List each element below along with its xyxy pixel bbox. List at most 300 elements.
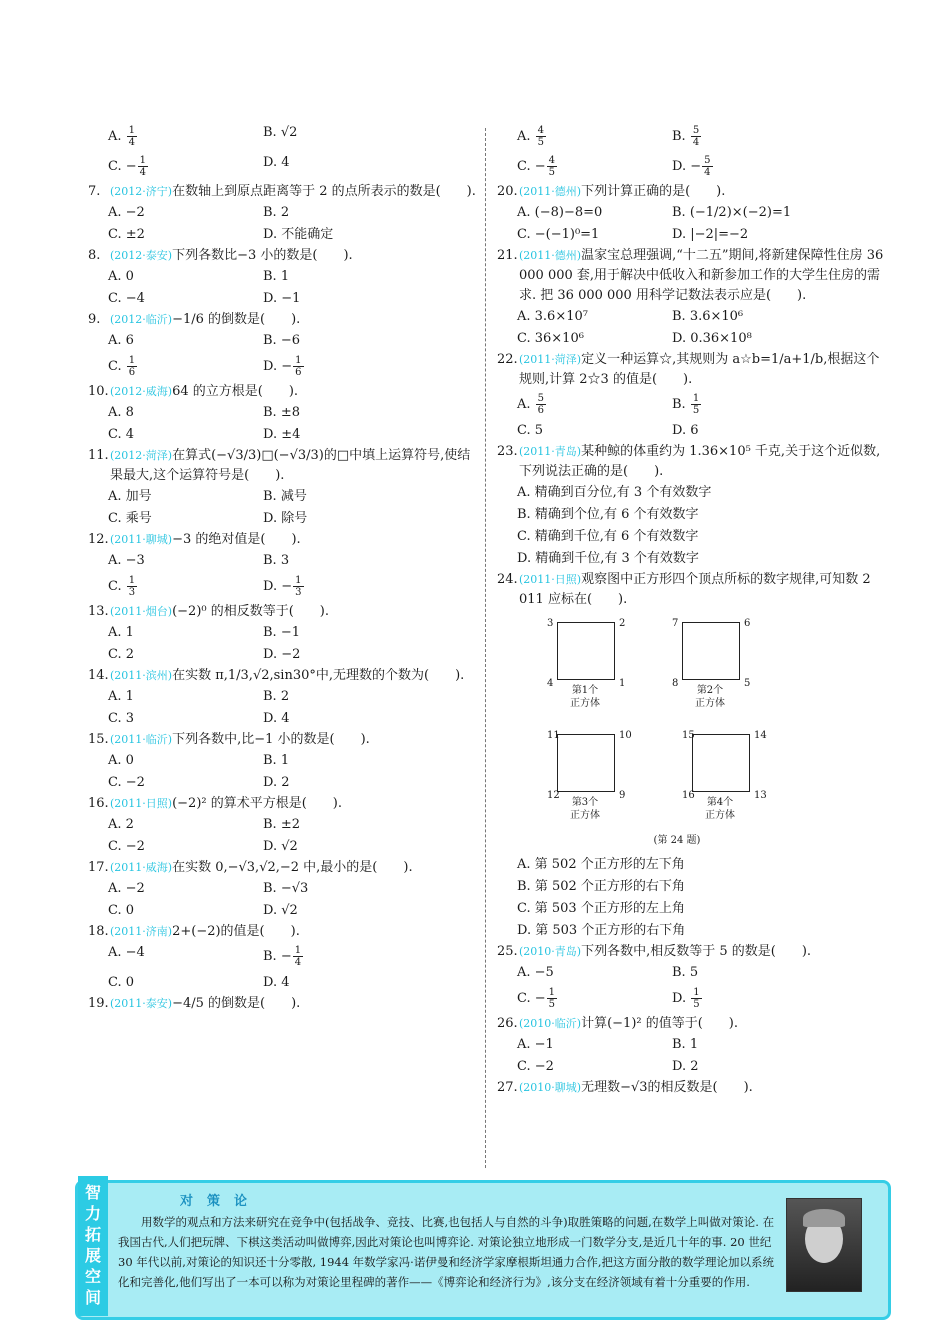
square-caption-line: 正方体 [570, 810, 600, 821]
vertex-label: 7 [672, 618, 679, 629]
option: C. −2 [108, 839, 145, 854]
vertex-label: 10 [619, 730, 632, 741]
question-number: 21. [497, 248, 518, 263]
question [497, 350, 889, 442]
option-grid [497, 202, 889, 246]
vertex-label: 3 [547, 618, 554, 629]
option-grid [88, 622, 480, 666]
option: A. (−8)−8=0 [517, 205, 603, 220]
vertex-label: 2 [619, 618, 626, 629]
option: C. −(−1)⁰=1 [517, 227, 600, 242]
question [88, 530, 480, 602]
question-number: 8. [88, 248, 101, 263]
panel-text: 用数学的观点和方法来研究在竞争中(包括战争、竞技、比赛,也包括人与自然的斗争)取胜策略的问题,在数学上叫做对策论. 在我国古代,人们把玩牌、下棋这类活动叫做博弈,因此对策论也叫博弈论. 对策论独立地形成一门数学分支,是近几十年的事. 20 世纪 30 年代以前,对策论的知识还十分零散, 1944 年数学家冯·诺伊曼和经济学家摩根斯坦通力合作,把这方面分散的数学理论加以系统化和完善化,他们写出了一本可以称为对策论里程碑的著作——《博弈论和经济行为》,该分支在经济领域有着十分重要的作用. [118, 1215, 775, 1289]
question-number: 13. [88, 604, 109, 619]
question-number: 20. [497, 184, 518, 199]
option: A. 加号 [108, 489, 152, 504]
question-stem [88, 794, 480, 814]
option: D. 除号 [263, 511, 308, 526]
fraction-denominator: 6 [537, 405, 545, 416]
square-caption-line: 正方体 [705, 810, 735, 821]
question [88, 602, 480, 666]
question-source: (2011·济南) [110, 925, 173, 938]
fraction-denominator: 4 [704, 167, 711, 178]
fraction-denominator: 4 [128, 137, 136, 148]
option: D. |−2|=−2 [672, 227, 749, 242]
question-stem [497, 1014, 889, 1034]
square-caption-line: 第3个 [571, 797, 599, 808]
question-number: 9. [88, 312, 101, 327]
option: C. 精确到千位,有 6 个有效数字 [517, 529, 699, 544]
question-source: (2011·日照) [110, 797, 173, 810]
fraction-denominator: 5 [548, 999, 556, 1010]
fraction [293, 355, 303, 378]
option: D. − $\frac{1}{6}$ [263, 355, 302, 378]
fraction [702, 155, 712, 178]
square-caption-line: 正方体 [695, 698, 725, 709]
square-caption-line: 第4个 [706, 797, 734, 808]
vertex-label: 9 [619, 790, 626, 801]
option: A. 0 [108, 269, 134, 284]
option-grid [88, 330, 480, 382]
question-stem [88, 310, 480, 330]
question [88, 246, 480, 310]
fraction-numerator: 1 [548, 987, 556, 998]
square-caption-line: 第1个 [571, 685, 599, 696]
option-grid [497, 962, 889, 1014]
fraction [691, 393, 701, 416]
option: A. −3 [108, 553, 145, 568]
vertex-label: 5 [744, 678, 751, 689]
question-number: 11. [88, 448, 109, 463]
question-source: (2012·菏泽) [110, 449, 173, 462]
vertex-label: 14 [754, 730, 767, 741]
square-caption-line: 正方体 [570, 698, 600, 709]
fraction [547, 155, 557, 178]
fraction [127, 355, 137, 378]
fraction [127, 125, 137, 148]
fraction-numerator: 4 [537, 125, 545, 136]
fraction-numerator: 1 [294, 945, 302, 956]
question-source: (2011·泰安) [110, 997, 173, 1010]
question-number: 17. [88, 860, 109, 875]
question-number: 22. [497, 352, 518, 367]
option: B. 2 [263, 205, 290, 220]
question-source: (2012·临沂) [110, 313, 173, 326]
option: A. 3.6×10⁷ [517, 309, 588, 324]
option: B. − $\frac{1}{4}$ [263, 945, 302, 968]
question-text: (2011·泰安)−4/5 的倒数是( ). [110, 996, 301, 1011]
question-stem [88, 666, 480, 686]
option: A. 8 [108, 405, 134, 420]
option: A. −2 [108, 205, 145, 220]
option-grid [88, 942, 480, 994]
option: B. 1 [672, 1037, 699, 1052]
panel-tag-char: 智 [84, 1183, 101, 1202]
option: C. −2 [108, 775, 145, 790]
question-stem [88, 730, 480, 750]
question-text: (2011·济南)2+(−2)的值是( ). [110, 924, 300, 939]
fraction-numerator: 5 [692, 125, 700, 136]
question-source: (2011·临沂) [110, 733, 173, 746]
question-text: (2012·济宁)在数轴上到原点距离等于 2 的点所表示的数是( ). [110, 184, 476, 199]
question-stem [497, 350, 889, 390]
option: D. ±4 [263, 427, 301, 442]
question-text: (2011·威海)在实数 0,−√3,√2,−2 中,最小的是( ). [110, 860, 413, 875]
fraction-denominator: 6 [295, 367, 302, 378]
vertex-label: 13 [754, 790, 767, 801]
question [497, 1014, 889, 1078]
option-grid [88, 202, 480, 246]
vertex-label: 6 [744, 618, 751, 629]
fraction-denominator: 3 [128, 587, 136, 598]
option: A. 第 502 个正方形的左下角 [517, 857, 685, 872]
option: D. 0.36×10⁸ [672, 331, 752, 346]
fraction [293, 575, 303, 598]
option: A. 1 [108, 689, 134, 704]
question [497, 942, 889, 1014]
option-grid [497, 390, 889, 442]
question-text: (2011·烟台)(−2)⁰ 的相反数等于( ). [110, 604, 330, 619]
question-source: (2011·德州) [519, 249, 582, 262]
left-column [88, 122, 480, 1014]
question-source: (2011·菏泽) [519, 353, 582, 366]
option: D. 2 [263, 775, 290, 790]
option: C. − $\frac{4}{5}$ [517, 155, 556, 178]
option: A. $\frac{4}{5}$ [517, 125, 545, 148]
question-number: 19. [88, 996, 109, 1011]
option: D. − $\frac{5}{4}$ [672, 155, 711, 178]
question [497, 570, 889, 942]
question-stem [497, 942, 889, 962]
question-number: 10. [88, 384, 109, 399]
square-caption [555, 796, 615, 822]
option: D. − $\frac{1}{3}$ [263, 575, 302, 598]
option: A. −5 [517, 965, 554, 980]
option: A. $\frac{1}{4}$ [108, 125, 136, 148]
option-grid [88, 122, 480, 182]
option: C. ±2 [108, 227, 145, 242]
portrait-photo [786, 1198, 862, 1292]
question [497, 1078, 889, 1098]
question-stem [88, 530, 480, 550]
option: B. ±8 [263, 405, 300, 420]
option: A. 2 [108, 817, 134, 832]
question-text: (2012·临沂)−1/6 的倒数是( ). [110, 312, 301, 327]
fraction-denominator: 5 [693, 999, 700, 1010]
question-stem [88, 446, 480, 486]
vertex-label: 16 [682, 790, 695, 801]
option: B. 2 [263, 689, 290, 704]
question-number: 15. [88, 732, 109, 747]
option-grid [88, 750, 480, 794]
option: D. 6 [672, 423, 699, 438]
option: C. −2 [517, 1059, 554, 1074]
fraction-numerator: 4 [548, 155, 556, 166]
option-grid [88, 814, 480, 858]
option: B. 3.6×10⁶ [672, 309, 744, 324]
fraction [536, 393, 546, 416]
question-number: 23. [497, 444, 518, 459]
question [88, 922, 480, 994]
option: A. 1 [108, 625, 134, 640]
question-source: (2011·滨州) [110, 669, 173, 682]
square-caption-line: 第2个 [696, 685, 724, 696]
option: C. −4 [108, 291, 145, 306]
fraction-denominator: 4 [139, 167, 147, 178]
vertex-label: 4 [547, 678, 554, 689]
option: B. 5 [672, 965, 699, 980]
question-source: (2012·济宁) [110, 185, 173, 198]
question-stem [88, 922, 480, 942]
option: B. −√3 [263, 881, 309, 896]
question-stem [88, 382, 480, 402]
option: B. (−1/2)×(−2)=1 [672, 205, 792, 220]
fraction-denominator: 5 [548, 167, 556, 178]
panel-tag-char: 空 [84, 1267, 101, 1286]
column-divider [485, 128, 486, 1168]
question-text: (2011·临沂)下列各数中,比−1 小的数是( ). [110, 732, 370, 747]
question-text: (2010·青岛)下列各数中,相反数等于 5 的数是( ). [519, 944, 812, 959]
vertex-label: 1 [619, 678, 626, 689]
fraction-numerator: 1 [295, 355, 302, 366]
fraction [293, 945, 303, 968]
fraction-numerator: 1 [128, 125, 136, 136]
option: D. 4 [263, 711, 290, 726]
option-grid [497, 306, 889, 350]
question-source: (2011·日照) [519, 573, 582, 586]
option: D. √2 [263, 903, 298, 918]
question-text: (2012·泰安)下列各数比−3 小的数是( ). [110, 248, 353, 263]
option: D. 2 [672, 1059, 699, 1074]
option: D. 4 [263, 975, 290, 990]
question-text: (2012·菏泽)在算式(−√3/3)□(−√3/3)的□中填上运算符号,使结果最大,这个运算符号是( ). [110, 448, 471, 483]
option: B. 3 [263, 553, 290, 568]
option: C. 乘号 [108, 511, 152, 526]
option-grid [88, 402, 480, 446]
option: A. 0 [108, 753, 134, 768]
fraction-denominator: 5 [692, 405, 700, 416]
fraction-numerator: 5 [537, 393, 545, 404]
option: C. 0 [108, 975, 135, 990]
portrait-hair [803, 1209, 845, 1227]
question-text: (2011·德州)下列计算正确的是( ). [519, 184, 726, 199]
question-source: (2012·威海) [110, 385, 173, 398]
option: B. $\frac{5}{4}$ [672, 125, 700, 148]
question-text: (2010·临沂)计算(−1)² 的值等于( ). [519, 1016, 739, 1031]
question [88, 182, 480, 246]
option: D. √2 [263, 839, 298, 854]
option-grid [88, 266, 480, 310]
square-caption [555, 684, 615, 710]
option: B. $\frac{1}{5}$ [672, 393, 700, 416]
option: C. − $\frac{1}{5}$ [517, 987, 556, 1010]
question-source: (2010·临沂) [519, 1017, 582, 1030]
figure-caption: (第 24 题) [653, 835, 701, 846]
option: B. 精确到个位,有 6 个有效数字 [517, 507, 699, 522]
fraction-denominator: 4 [294, 957, 302, 968]
question-text: (2011·滨州)在实数 π,1/3,√2,sin30°中,无理数的个数为( ). [110, 668, 465, 683]
question-stem [497, 246, 889, 306]
question-source: (2010·青岛) [519, 945, 582, 958]
question [497, 122, 889, 182]
option: A. −4 [108, 945, 145, 960]
option: A. −1 [517, 1037, 554, 1052]
fraction-numerator: 5 [704, 155, 711, 166]
question-source: (2011·烟台) [110, 605, 173, 618]
fraction [536, 125, 546, 148]
option: D. $\frac{1}{5}$ [672, 987, 700, 1010]
pattern-square [557, 622, 615, 680]
option: B. √2 [263, 125, 298, 140]
question [88, 666, 480, 730]
fraction [691, 987, 701, 1010]
option: A. 6 [108, 333, 134, 348]
option: C. 0 [108, 903, 135, 918]
square-pattern-figure [537, 614, 837, 854]
question-stem [88, 182, 480, 202]
question-text: (2011·菏泽)定义一种运算☆,其规则为 a☆b=1/a+1/b,根据这个规则,计算 2☆3 的值是( ). [519, 352, 880, 387]
panel-title: 对策论 [180, 1194, 262, 1209]
right-column [497, 122, 889, 1098]
fraction-numerator: 1 [295, 575, 302, 586]
panel-tag [78, 1176, 108, 1316]
question-stem [497, 442, 889, 482]
option: C. 第 503 个正方形的左上角 [517, 901, 685, 916]
pattern-square [682, 622, 740, 680]
option: D. 4 [263, 155, 290, 170]
question [88, 122, 480, 182]
square-caption [680, 684, 740, 710]
question [88, 994, 480, 1014]
panel-tag-char: 展 [84, 1246, 101, 1265]
question [497, 246, 889, 350]
fraction [547, 987, 557, 1010]
question-number: 27. [497, 1080, 518, 1095]
option: B. 减号 [263, 489, 307, 504]
fraction-numerator: 1 [128, 575, 136, 586]
option-grid [88, 878, 480, 922]
fraction-numerator: 1 [128, 355, 136, 366]
question-source: (2011·青岛) [519, 445, 582, 458]
question-number: 24. [497, 572, 518, 587]
panel-tag-char: 力 [84, 1204, 101, 1223]
option: D. 第 503 个正方形的右下角 [517, 923, 686, 938]
fraction [127, 575, 137, 598]
fraction-denominator: 4 [692, 137, 700, 148]
question-stem [88, 858, 480, 878]
option-grid [88, 686, 480, 730]
question-stem [88, 246, 480, 266]
option: C. 4 [108, 427, 135, 442]
question-number: 26. [497, 1016, 518, 1031]
question-number: 14. [88, 668, 109, 683]
question-number: 12. [88, 532, 109, 547]
option: C. 2 [108, 647, 135, 662]
question-text: (2011·聊城)−3 的绝对值是( ). [110, 532, 301, 547]
question-text: (2011·日照)观察图中正方形四个顶点所标的数字规律,可知数 2 011 应标在( ). [519, 572, 871, 607]
option: D. 精确到千位,有 3 个有效数字 [517, 551, 699, 566]
option: A. 精确到百分位,有 3 个有效数字 [517, 485, 712, 500]
option: D. −1 [263, 291, 301, 306]
option: B. −6 [263, 333, 300, 348]
question [88, 382, 480, 446]
square-caption [690, 796, 750, 822]
option: B. −1 [263, 625, 300, 640]
question-number: 16. [88, 796, 109, 811]
question-source: (2011·威海) [110, 861, 173, 874]
question-stem [88, 994, 480, 1014]
option: B. 第 502 个正方形的右下角 [517, 879, 685, 894]
question [88, 310, 480, 382]
vertex-label: 8 [672, 678, 679, 689]
question-text: (2011·日照)(−2)² 的算术平方根是( ). [110, 796, 343, 811]
fraction-denominator: 5 [537, 137, 545, 148]
question-number: 7. [88, 184, 101, 199]
question-source: (2011·聊城) [110, 533, 173, 546]
option-grid [88, 550, 480, 602]
option: B. 1 [263, 753, 290, 768]
question-stem [497, 182, 889, 202]
option: A. −2 [108, 881, 145, 896]
option: D. 不能确定 [263, 227, 334, 242]
option-grid [88, 486, 480, 530]
panel-tag-char: 拓 [84, 1225, 101, 1244]
vertex-label: 15 [682, 730, 695, 741]
option: C. 3 [108, 711, 135, 726]
option: C. − $\frac{1}{4}$ [108, 155, 147, 178]
option: C. 5 [517, 423, 544, 438]
panel-tag-char: 间 [84, 1288, 101, 1307]
question [497, 182, 889, 246]
option-grid [497, 1034, 889, 1078]
question [88, 730, 480, 794]
question-text: (2011·青岛)某种鲸的体重约为 1.36×10⁵ 千克,关于这个近似数,下列说法正确的是( ). [519, 444, 881, 479]
fraction-numerator: 1 [693, 987, 700, 998]
fraction-numerator: 1 [139, 155, 147, 166]
question [88, 446, 480, 530]
question [497, 442, 889, 570]
question-text: (2012·威海)64 的立方根是( ). [110, 384, 299, 399]
fraction-denominator: 6 [128, 367, 136, 378]
question-source: (2011·德州) [519, 185, 582, 198]
question-stem [497, 570, 889, 610]
fraction-denominator: 3 [295, 587, 302, 598]
option: C. 36×10⁶ [517, 331, 584, 346]
fraction [691, 125, 701, 148]
question [88, 858, 480, 922]
vertex-label: 11 [547, 730, 560, 741]
option: C. $\frac{1}{6}$ [108, 355, 136, 378]
option-grid [497, 122, 889, 182]
option: B. 1 [263, 269, 290, 284]
pattern-square [692, 734, 750, 792]
fraction-numerator: 1 [692, 393, 700, 404]
question-stem [497, 1078, 889, 1098]
pattern-square [557, 734, 615, 792]
question-source: (2012·泰安) [110, 249, 173, 262]
option: A. $\frac{5}{6}$ [517, 393, 545, 416]
question-number: 25. [497, 944, 518, 959]
question-text: (2010·聊城)无理数−√3的相反数是( ). [519, 1080, 753, 1095]
question-stem [88, 602, 480, 622]
question-text: (2011·德州)温家宝总理强调,“十二五”期间,将新建保障性住房 36 000 000 套,用于解决中低收入和新参加工作的大学生住房的需求. 把 36 000 000 用科学记数法表示应是( ). [519, 248, 884, 303]
option: C. $\frac{1}{3}$ [108, 575, 136, 598]
vertex-label: 12 [547, 790, 560, 801]
option: B. ±2 [263, 817, 300, 832]
question [88, 794, 480, 858]
option: D. −2 [263, 647, 301, 662]
